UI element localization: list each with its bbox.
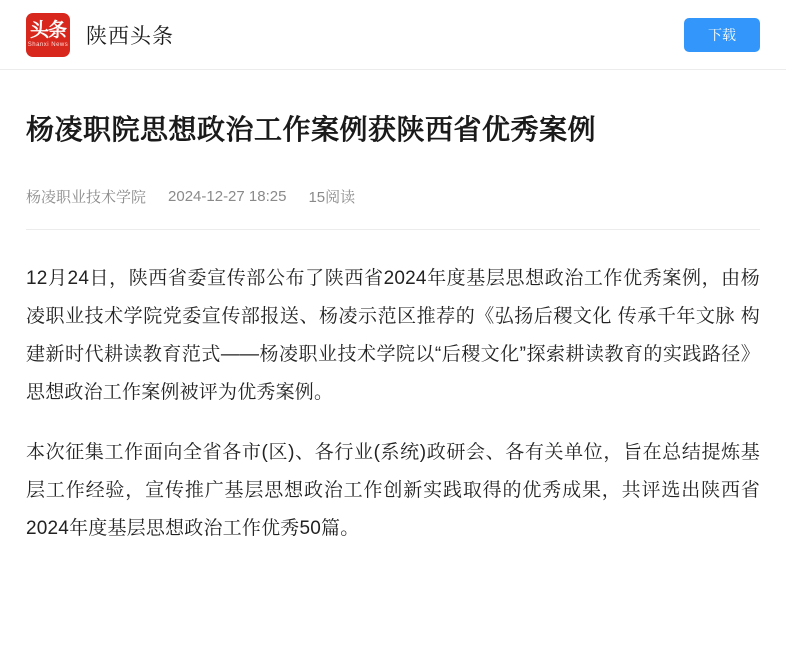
page-title: 杨凌职院思想政治工作案例获陕西省优秀案例 (26, 114, 597, 145)
article-datetime: 2024-12-27 18:25 (168, 188, 287, 205)
site-name[interactable]: 陕西头条 (86, 24, 174, 48)
article-paragraph: 本次征集工作面向全省各市(区)、各行业(系统)政研会、各有关单位，旨在总结提炼基层工作经验，宣传推广基层思想政治工作创新实践取得的优秀成果，共评选出陕西省2024年度基层思想政治工作优秀50篇。 (26, 442, 760, 539)
article-body (26, 260, 760, 548)
toutiao-logo[interactable] (26, 13, 70, 57)
logo-glyph: 头条 (29, 18, 66, 41)
article-paragraph: 12月24日，陕西省委宣传部公布了陕西省2024年度基层思想政治工作优秀案例，由杨凌职业技术学院党委宣传部报送、杨凌示范区推荐的《弘扬后稷文化 传承千年文脉 构建新时代耕读教育范式——杨凌职业技术学院以“后稷文化”探索耕读教育的实践路径》思想政治工作案例被评为优秀案例。 (26, 268, 760, 403)
article-container (0, 110, 786, 548)
article-meta (26, 186, 760, 207)
download-button[interactable]: 下载 (684, 18, 760, 52)
article-read-count: 15阅读 (308, 189, 356, 206)
logo-subtext: Shanxi News (27, 41, 69, 48)
site-header (0, 0, 786, 70)
article-source: 杨凌职业技术学院 (26, 189, 147, 206)
meta-divider (26, 229, 760, 230)
